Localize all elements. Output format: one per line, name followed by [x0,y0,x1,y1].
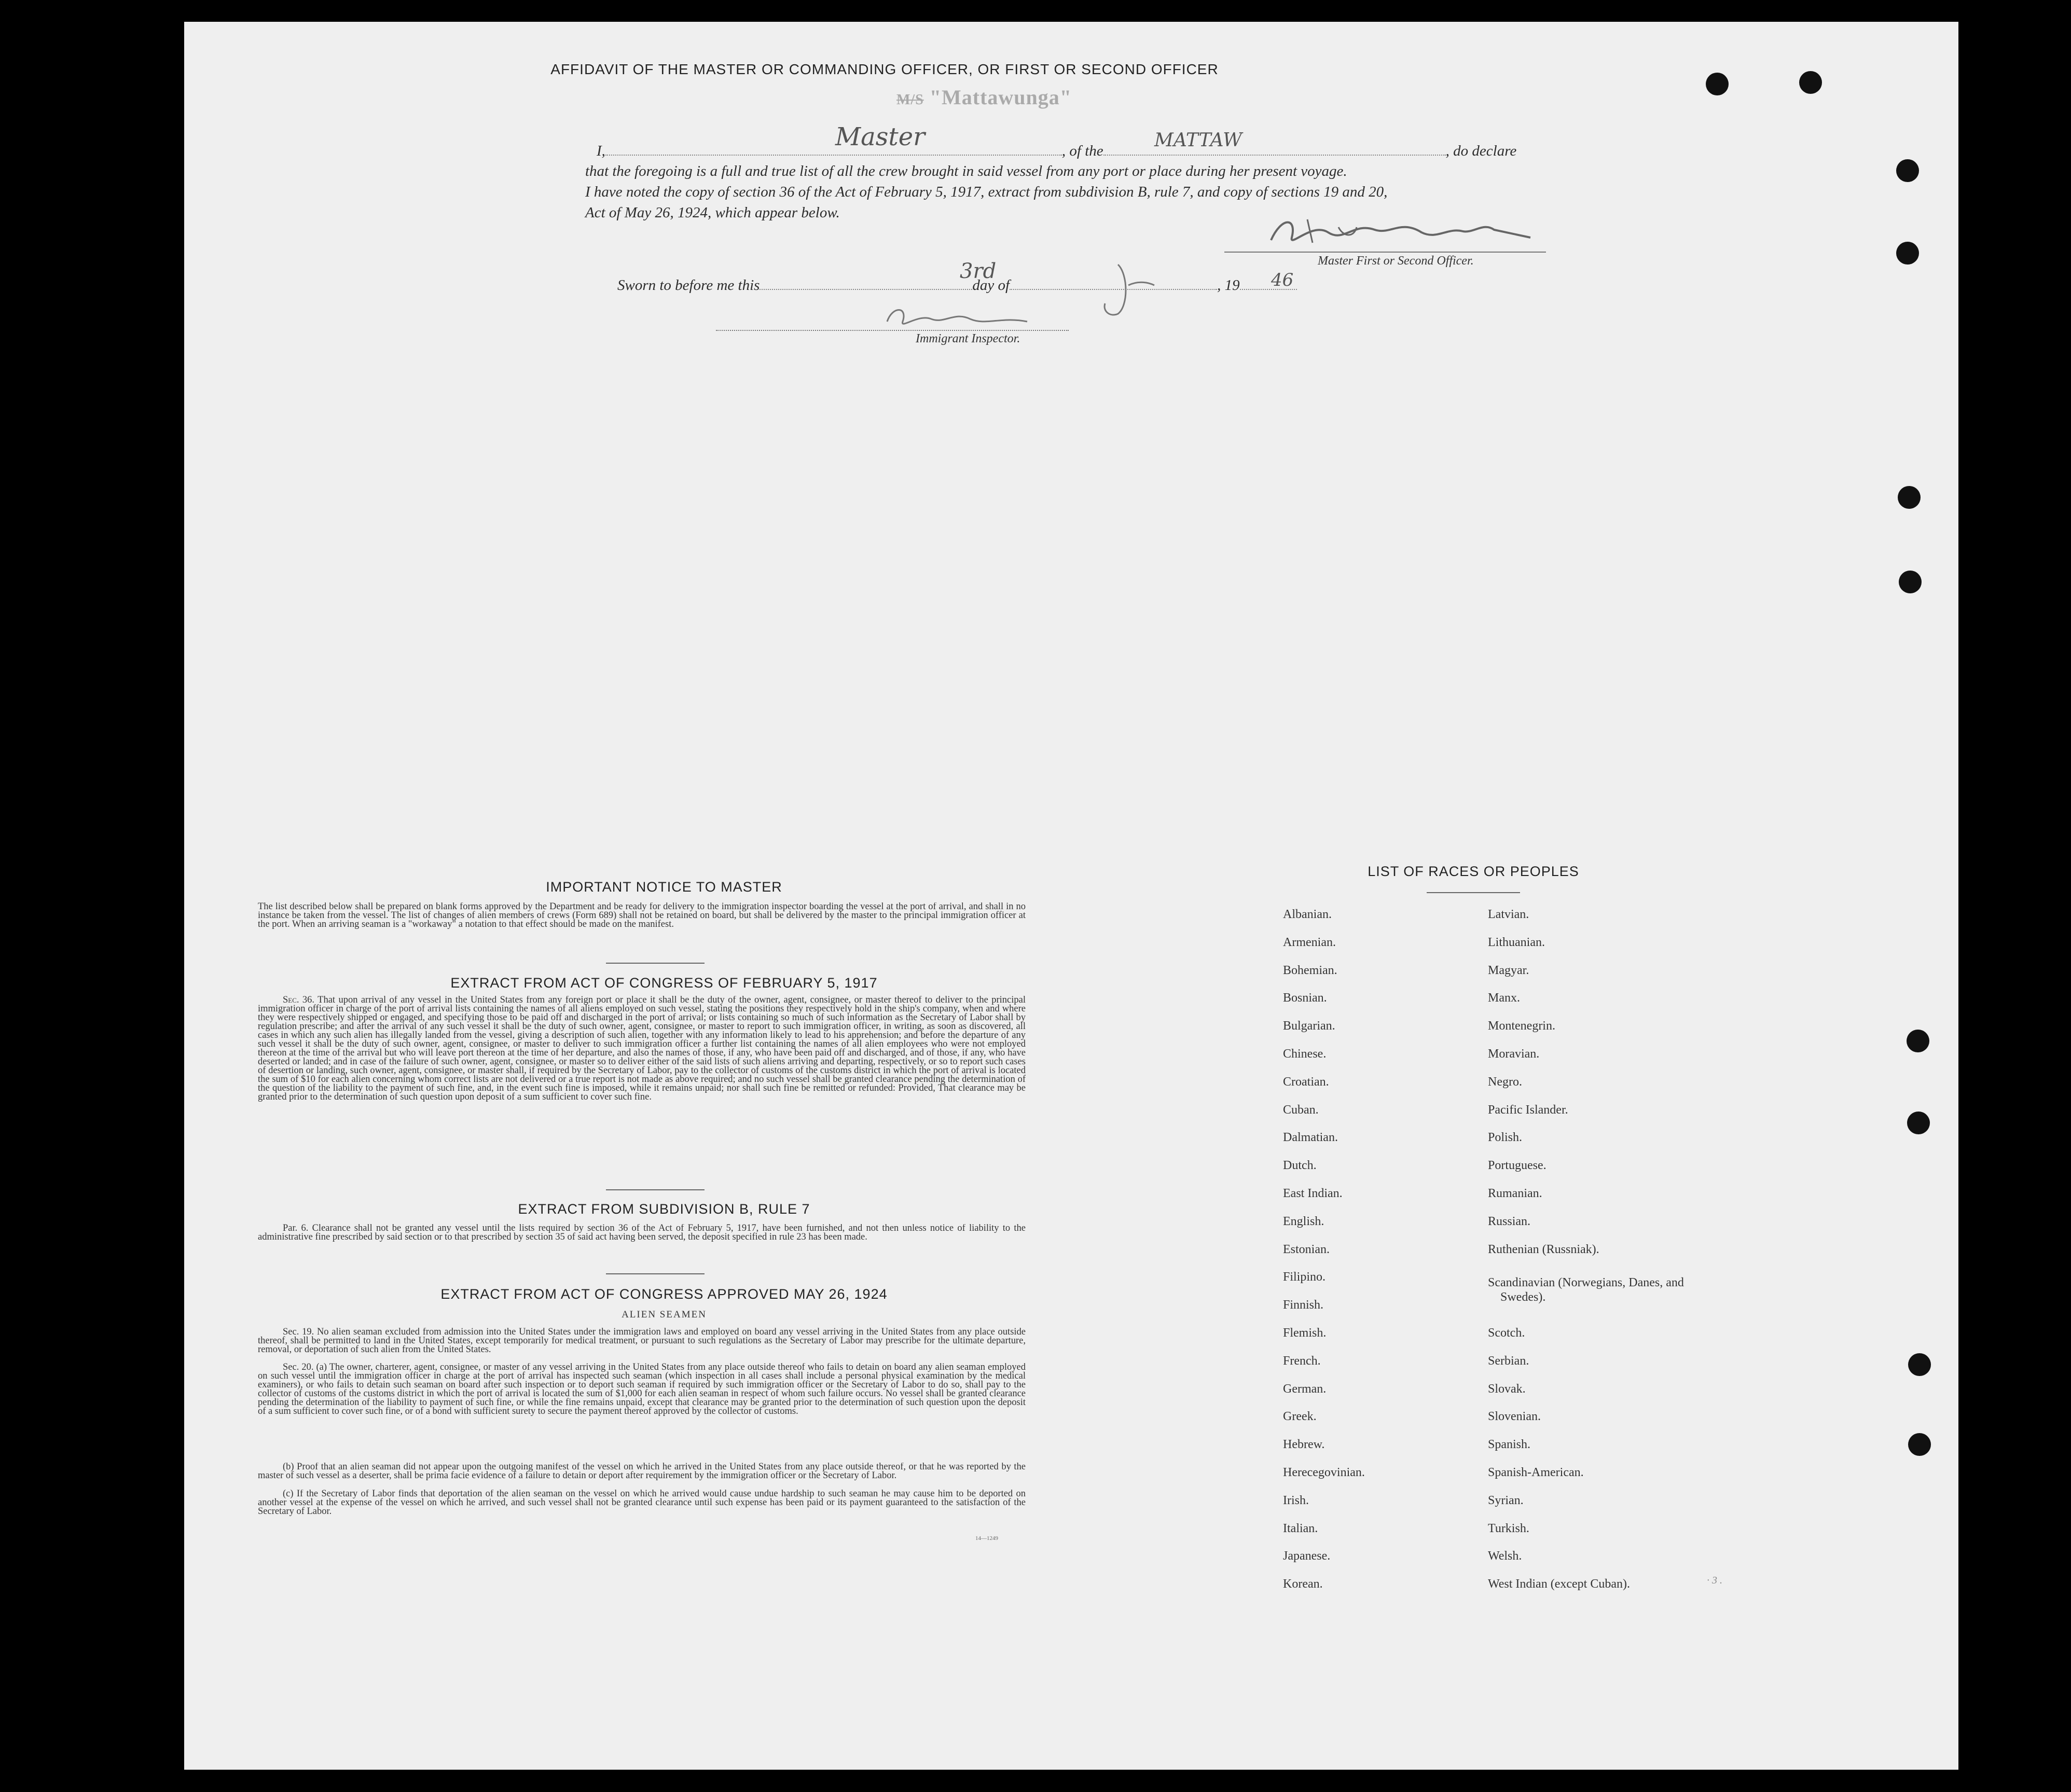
declaration-line-4: Act of May 26, 1924, which appear below. [585,204,840,221]
race-item: Pacific Islander. [1488,1103,1568,1117]
race-item: Welsh. [1488,1549,1522,1563]
inspector-line [716,330,1069,331]
affidavit-title: AFFIDAVIT OF THE MASTER OR COMMANDING OFFICER, OR FIRST OR SECOND OFFICER [550,61,1219,77]
inspector-signature [882,301,1038,332]
race-item: Scotch. [1488,1326,1525,1340]
race-item: French. [1283,1354,1321,1368]
binder-hole [1896,242,1919,265]
form-number: 14—1249 [975,1535,998,1541]
race-item: Chinese. [1283,1047,1327,1061]
race-item: Montenegrin. [1488,1019,1555,1033]
race-item: Spanish. [1488,1438,1531,1452]
race-item: Slovak. [1488,1382,1526,1396]
binder-hole [1908,1433,1931,1456]
rule7-heading: EXTRACT FROM SUBDIVISION B, RULE 7 [518,1201,810,1217]
rule7-text: Par. 6. Clearance shall not be granted any vessel until the lists required by section 36 of the Act of February 5, 1917, have been furnished, and not then unless notice of liability to the administrative fine prescribed by said section or to that prescribed by section 35 of said act having been served, the deposit specified in rule 23 has been made. [258,1224,1026,1242]
binder-hole [1706,73,1729,95]
binder-hole [1899,571,1922,593]
signature-caption: Master First or Second Officer. [1318,254,1474,268]
sworn-day-label: day of [972,277,1010,294]
sworn-prefix: Sworn to before me this [617,277,760,294]
race-item: Filipino. [1283,1270,1326,1284]
race-item: Finnish. [1283,1298,1324,1312]
binder-hole [1907,1112,1930,1134]
race-item: Flemish. [1283,1326,1327,1340]
race-item: Turkish. [1488,1521,1529,1535]
race-item: Russian. [1488,1214,1531,1228]
sworn-year-prefix: , 19 [1217,277,1240,294]
race-item: Croatian. [1283,1075,1329,1089]
races-divider [1427,892,1520,893]
race-item: Dalmatian. [1283,1131,1338,1145]
sec-36-body: That upon arrival of any vessel in the United States from any foreign port or place it shall be the duty of the owner, agent, consignee, or master thereof to deliver to the principal immigration officer in charge of the port of arrival lists containing the names of all aliens employed on such vessel, stating the positions they respectively hold in the ship's company, when and where they were respectively shipped or engaged, and specifying those to be paid off and discharged in the port of arrival; or lists containing so much of such information as the Secretary of Labor shall by regulation prescribe; and after the arrival of any such vessel it shall be the duty of such owner, agent, consignee, or master to report to such immigration officer, in writing, as soon as discovered, all cases in which any such alien has illegally landed from the vessel, giving a description of such alien, together with any information likely to lead to his apprehension; and before the departure of any such vessel it shall be the duty of such owner, agent, consignee, or master to deliver to such immigration officer a further list containing the names of all alien employees who were not employed thereon at the time of the arrival but who will leave port thereon at the time of her departure, and also the names of those, if any, who have been paid off and discharged, and of those, if any, who have deserted or landed; and in case of the failure of such owner, agent, consignee, or master so to deliver either of the said lists of such aliens arriving and departing, respectively, or so to report such cases of desertion or landing, such owner, agent, consignee, or master shall, if required by the Secretary of Labor, pay to the collector of customs of the customs district in which the port of arrival is located the sum of $10 for each alien concerning whom correct lists are not delivered or a true report is not made as above required; and no such vessel shall be granted clearance pending the determination of the question of the liability to the payment of such fine, and, in the event such fine is imposed, while it remains unpaid; nor shall such fine be remitted or refunded: Provided, That clearance may be granted prior to the determination of such question upon deposit of a sum sufficient to cover such fine. [258,996,1026,1102]
race-item: East Indian. [1283,1187,1343,1200]
race-item: Portuguese. [1488,1159,1547,1173]
race-item: Bulgarian. [1283,1019,1335,1033]
signature-line [1224,252,1546,253]
notice-heading: IMPORTANT NOTICE TO MASTER [546,879,782,895]
declaration-line-2: that the foregoing is a full and true list of all the crew brought in said vessel from any port or place during her present voyage. [585,163,1347,179]
binder-hole [1799,71,1822,94]
race-item: Irish. [1283,1493,1309,1507]
sec-20b-text: (b) Proof that an alien seaman did not appear upon the outgoing manifest of the vessel on which he arrived in the United States from any place outside thereof, or that he was reported by the master of such vessel as a deserter, shall be prima facie evidence of a failure to detain or deport after requirement by the immigration officer or the Secretary of Labor. [258,1463,1026,1481]
race-item: Latvian. [1488,908,1529,921]
marginal-note: · 3 . [1707,1575,1722,1586]
race-item: English. [1283,1214,1324,1228]
race-item: Negro. [1488,1075,1522,1089]
race-item: Polish. [1488,1131,1523,1145]
race-item: Herecegovinian. [1283,1466,1365,1479]
extract-1924-heading: EXTRACT FROM ACT OF CONGRESS APPROVED MAY 26, 1924 [440,1286,888,1302]
race-item: Hebrew. [1283,1438,1325,1452]
declare-i: I, [597,143,605,159]
declare-of-the: , of the [1061,143,1103,159]
master-signature [1266,212,1536,253]
race-item: Bohemian. [1283,963,1337,977]
race-item: Manx. [1488,991,1520,1005]
month-scrawl [1097,259,1159,322]
race-item: Moravian. [1488,1047,1540,1061]
race-item: Lithuanian. [1488,935,1545,949]
alien-seamen-subheading: ALIEN SEAMEN [622,1309,707,1320]
ship-name: "Mattawunga" [929,86,1072,109]
race-item: Scandinavian (Norwegians, Danes, and Swedes). [1488,1276,1684,1304]
binder-hole [1898,486,1921,509]
inspector-caption: Immigrant Inspector. [916,332,1020,345]
race-item: Albanian. [1283,908,1332,921]
section-divider [606,1273,705,1274]
section-divider [606,1189,705,1190]
name-blank [605,143,1062,156]
sec-19-text: Sec. 19. No alien seaman excluded from admission into the United States under the immigration laws and employed on board any vessel arriving in the United States from any place outside thereof, shall be permitted to land in the United States, except temporarily for medical treatment, or pursuant to such regulations as the Secretary of Labor may prescribe for the ultimate departure, removal, or deportation of such alien from the United States. [258,1328,1026,1355]
ship-prefix: M/S [896,92,924,108]
race-item: Rumanian. [1488,1187,1542,1200]
race-item: Greek. [1283,1410,1317,1424]
race-item: Syrian. [1488,1493,1524,1507]
handwritten-day: 3rd [960,259,997,283]
race-item: Bosnian. [1283,991,1327,1005]
binder-hole [1907,1030,1929,1052]
extract-1917-text [258,996,1026,1176]
binder-hole [1908,1353,1931,1376]
race-item: Estonian. [1283,1242,1330,1256]
extract-1917-heading: EXTRACT FROM ACT OF CONGRESS OF FEBRUARY 5, 1917 [450,975,878,991]
day-blank [760,277,972,290]
sec-36-label: Sec. 36. [283,996,315,1005]
handwritten-name: Master [835,122,926,151]
declare-do-declare: , do declare [1445,143,1517,159]
declaration-line-3: I have noted the copy of section 36 of the Act of February 5, 1917, extract from subdivision B, rule 7, and copy of sections 19 and 20, [585,184,1388,200]
section-divider [606,963,705,964]
race-item: Slovenian. [1488,1410,1541,1424]
handwritten-vessel: MATTAW [1154,130,1242,151]
sec-20c-text: (c) If the Secretary of Labor finds that deportation of the alien seaman on the vessel on which he arrived would cause undue hardship to such seaman he may cause him to be deported on another vessel at the expense of the vessel on which he arrived, and such vessel shall not be granted clearance until such expense has been paid or its payment guaranteed to the satisfaction of the Secretary of Labor. [258,1490,1026,1517]
sec-20a-text: Sec. 20. (a) The owner, charterer, agent, consignee, or master of any vessel arriving in the United States from any place outside thereof who fails to detain on board any alien seaman employed on such vessel until the immigration officer in charge at the port of arrival has inspected such seaman (which inspection in all cases shall include a personal physical examination by the medical examiners), or who fails to detain such seaman on board after such inspection or to deport such seaman if required by such immigration officer or the Secretary of Labor to do so, shall pay to the collector of customs of the customs district in which the port of arrival is located the sum of $1,000 for each alien seaman in respect of whom such failure occurs. No vessel shall be granted clearance pending the determination of the liability to payment of such fine, or while the fine remains unpaid, except that clearance may be granted prior to the determination of such question upon the deposit of a sum sufficient to cover such fine, or of a bond with sufficient surety to secure the payment thereof approved by the collector of customs. [258,1363,1026,1416]
race-item: Spanish-American. [1488,1466,1584,1479]
race-item: Ruthenian (Russniak). [1488,1242,1599,1256]
race-item: West Indian (except Cuban). [1488,1577,1630,1591]
race-item: Italian. [1283,1521,1318,1535]
race-item: Armenian. [1283,935,1336,949]
races-heading: LIST OF RACES OR PEOPLES [1368,864,1579,879]
race-item: Cuban. [1283,1103,1319,1117]
race-item: Magyar. [1488,963,1529,977]
handwritten-year: 46 [1271,270,1294,290]
race-item: Korean. [1283,1577,1323,1591]
race-item: Dutch. [1283,1159,1317,1173]
ship-name-stamp [896,85,1072,109]
binder-hole [1896,159,1919,182]
race-item: Serbian. [1488,1354,1529,1368]
race-item: Japanese. [1283,1549,1331,1563]
race-item: German. [1283,1382,1327,1396]
notice-text: The list described below shall be prepared on blank forms approved by the Department and be ready for delivery to the immigration inspector boarding the vessel at the port of arrival, and shall in no instance be taken from the vessel. The list of changes of alien members of crews (Form 689) shall not be retained on board, but shall be delivered by the master to the principal immigration officer at the port. When an arriving seaman is a "workaway" a notation to that effect should be made on the manifest. [258,902,1026,929]
